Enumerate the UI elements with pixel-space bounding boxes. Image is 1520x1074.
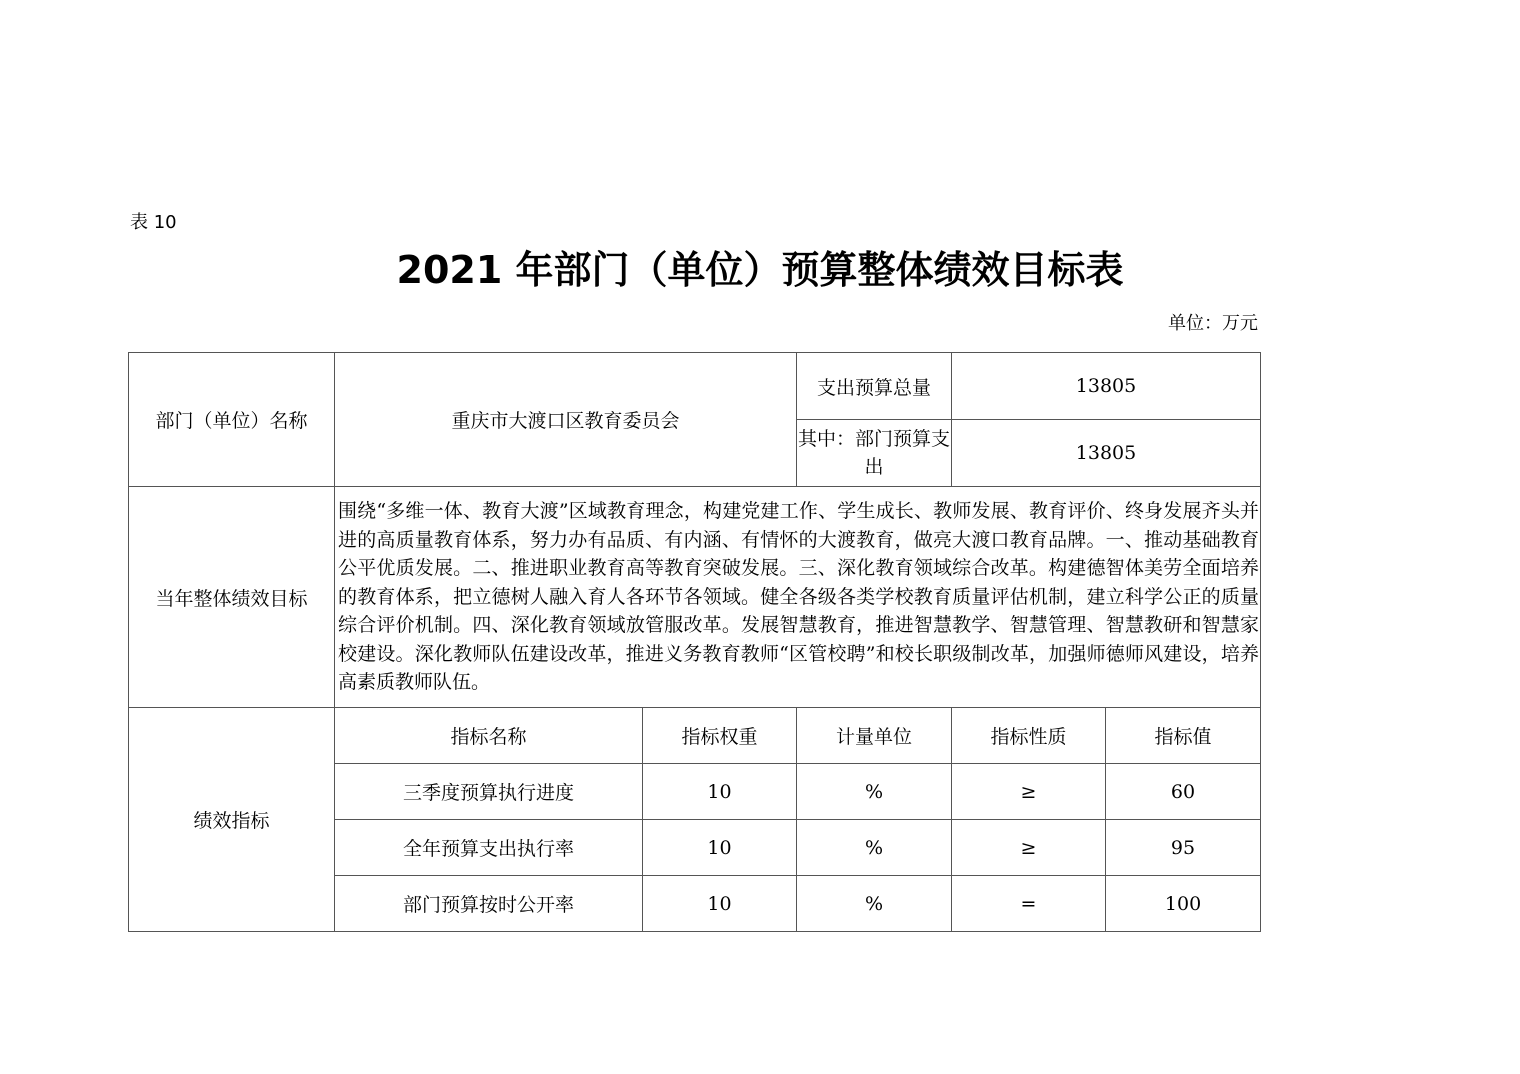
indicator-unit: % xyxy=(797,764,952,820)
indicator-unit: % xyxy=(797,876,952,932)
dept-budget-value: 13805 xyxy=(952,420,1261,487)
indicator-weight: 10 xyxy=(643,876,797,932)
page-title: 2021 年部门（单位）预算整体绩效目标表 xyxy=(396,248,1124,292)
indicator-weight: 10 xyxy=(643,820,797,876)
dept-budget-label xyxy=(797,420,952,487)
annual-goal-label: 当年整体绩效目标 xyxy=(129,487,335,708)
indicator-name: 全年预算支出执行率 xyxy=(335,820,643,876)
budget-performance-table xyxy=(128,352,1261,932)
indicator-weight: 10 xyxy=(643,764,797,820)
header-indicator-weight: 指标权重 xyxy=(643,708,797,764)
indicator-nature: ≥ xyxy=(952,764,1106,820)
total-budget-label: 支出预算总量 xyxy=(797,353,952,420)
indicator-header-row xyxy=(129,708,1261,764)
annual-goal-text: 围绕“多维一体、教育大渡”区域教育理念，构建党建工作、学生成长、教师发展、教育评价、终身发展齐头并进的高质量教育体系，努力办有品质、有内涵、有情怀的大渡教育，做亮大渡口教育品牌。一、推动基础教育公平优质发展。二、推进职业教育高等教育突破发展。三、深化教育领域综合改革。构建德智体美劳全面培养的教育体系，把立德树人融入育人各环节各领域。健全各级各类学校教育质量评估机制，建立科学公正的质量综合评价机制。四、深化教育领域放管服改革。发展智慧教育，推进智慧教学、智慧管理、智慧教研和智慧家校建设。深化教师队伍建设改革，推进义务教育教师“区管校聘”和校长职级制改革，加强师德师风建设，培养高素质教师队伍。 xyxy=(335,487,1261,708)
indicator-value: 60 xyxy=(1106,764,1261,820)
indicators-label: 绩效指标 xyxy=(129,708,335,932)
indicator-value: 95 xyxy=(1106,820,1261,876)
header-indicator-name: 指标名称 xyxy=(335,708,643,764)
header-unit: 计量单位 xyxy=(797,708,952,764)
total-budget-value: 13805 xyxy=(952,353,1261,420)
unit-note: 单位：万元 xyxy=(1168,313,1258,334)
dept-name-label: 部门（单位）名称 xyxy=(129,353,335,487)
table-number-label: 表 10 xyxy=(130,212,177,233)
header-nature: 指标性质 xyxy=(952,708,1106,764)
indicator-value: 100 xyxy=(1106,876,1261,932)
indicator-name: 部门预算按时公开率 xyxy=(335,876,643,932)
header-value: 指标值 xyxy=(1106,708,1261,764)
indicator-nature: ≥ xyxy=(952,820,1106,876)
indicator-name: 三季度预算执行进度 xyxy=(335,764,643,820)
indicator-unit: % xyxy=(797,820,952,876)
dept-budget-label-text: 其中：部门预算支出 xyxy=(798,428,951,478)
indicator-nature: = xyxy=(952,876,1106,932)
dept-name-value: 重庆市大渡口区教育委员会 xyxy=(335,353,797,487)
